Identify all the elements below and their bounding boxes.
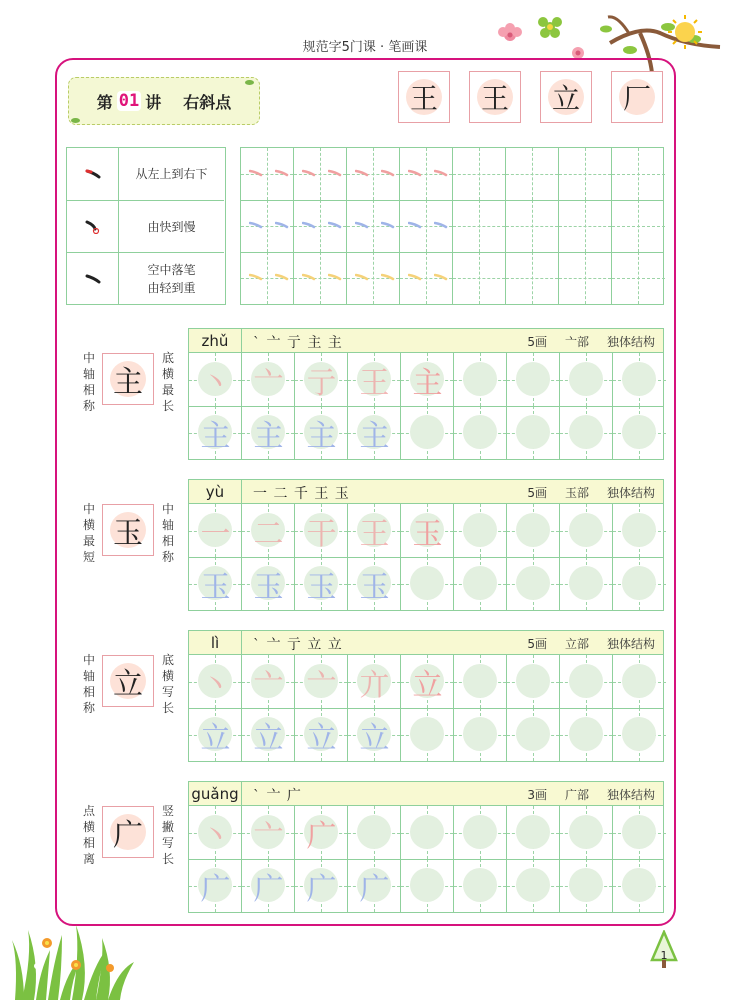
stroke-trace-mark [355, 162, 369, 181]
trace-circle [516, 664, 550, 698]
grid-cell [559, 252, 612, 304]
character-practice-grid [188, 805, 664, 913]
stroke-trace-mark [408, 214, 422, 233]
trace-circle [516, 868, 550, 902]
tip-char: 相 [82, 836, 95, 850]
stroke-trace-mark [355, 214, 369, 233]
tracing-char: 广 [359, 871, 390, 907]
stroke-progress-char: 干 [306, 516, 337, 552]
trace-circle [410, 815, 444, 849]
stroke-row [67, 252, 224, 304]
stroke-desc [119, 253, 224, 304]
stroke-order: 一 二 千 王 玉 [253, 486, 350, 502]
stroke-trace-mark [302, 162, 316, 181]
trace-circle [410, 868, 444, 902]
trace-circle [622, 664, 656, 698]
char-meta [509, 333, 655, 350]
stroke-trace-mark [328, 214, 342, 233]
stroke-trace-mark [408, 266, 422, 285]
tracing-char: 广 [253, 871, 284, 907]
stroke-progress-char: 立 [412, 667, 443, 703]
tip-char: 中 [161, 502, 174, 516]
lesson-prefix: 第 [96, 92, 113, 112]
pinyin: lì [189, 631, 242, 655]
main-character-box [102, 655, 154, 707]
tip-char: 最 [82, 534, 95, 548]
tip-char: 横 [161, 367, 174, 381]
stroke-trace-mark [355, 266, 369, 285]
trace-circle [622, 815, 656, 849]
tip-char: 写 [161, 685, 174, 699]
left-tip [81, 501, 97, 565]
stroke-trace-mark [275, 266, 289, 285]
grid-cell [612, 148, 665, 200]
main-character: 玉 [113, 516, 143, 551]
tracing-char: 玉 [200, 569, 231, 605]
tracing-char: 主 [253, 418, 284, 454]
tip-char: 撇 [161, 820, 174, 834]
stroke-trace-mark [302, 214, 316, 233]
char-meta [509, 635, 655, 652]
stroke-trace-mark [275, 214, 289, 233]
trace-circle [516, 362, 550, 396]
tip-char: 横 [161, 669, 174, 683]
char-meta-strokes: 5画 [527, 335, 547, 349]
tip-char: 轴 [82, 367, 95, 381]
grid-cell [559, 200, 612, 252]
trace-circle [463, 717, 497, 751]
char-meta-structure: 独体结构 [606, 335, 655, 349]
main-character: 主 [113, 365, 143, 400]
main-character: 广 [113, 818, 143, 853]
stroke-trace-mark [328, 266, 342, 285]
stroke-trace-mark [381, 162, 395, 181]
trace-circle [516, 815, 550, 849]
stroke-desc-line: 由轻到重 [147, 280, 196, 295]
stroke-desc-line: 空中落笔 [147, 262, 196, 277]
section-info-bar [188, 479, 664, 503]
character-practice-grid [188, 654, 664, 762]
tracing-char: 立 [253, 720, 284, 756]
pinyin: yù [189, 480, 242, 504]
page-header-title: 规范字5门课 · 笔画课 [302, 40, 428, 55]
stroke-progress-char: 亠 [306, 667, 337, 703]
demo-char: 王 [480, 82, 509, 115]
right-tip [160, 652, 176, 716]
trace-circle [622, 868, 656, 902]
char-meta-strokes: 5画 [527, 637, 547, 651]
stroke-practice-grid [240, 147, 664, 305]
trace-circle [569, 815, 603, 849]
stroke-trace-mark [381, 214, 395, 233]
lesson-name: 右斜点 [183, 92, 232, 112]
stroke-trace-mark [434, 214, 448, 233]
trace-circle [357, 815, 391, 849]
tip-char: 点 [82, 804, 95, 818]
trace-circle [569, 513, 603, 547]
pinyin: zhǔ [189, 329, 242, 353]
main-character: 立 [113, 667, 143, 702]
tip-char: 相 [82, 685, 95, 699]
stroke-trace-mark [381, 266, 395, 285]
page-number: 1 [660, 949, 668, 962]
grid-cell [506, 200, 559, 252]
demo-char-box [398, 71, 450, 123]
main-character-box [102, 806, 154, 858]
left-tip [81, 803, 97, 867]
tip-char: 底 [161, 653, 174, 667]
demo-char-box [469, 71, 521, 123]
char-meta-strokes: 5画 [527, 486, 547, 500]
tracing-char: 玉 [306, 569, 337, 605]
trace-circle [463, 513, 497, 547]
char-meta [509, 484, 655, 501]
grid-cell [453, 148, 506, 200]
stroke-progress-char: 亍 [306, 365, 337, 401]
tip-char: 中 [82, 502, 95, 516]
char-meta-radical: 立部 [564, 637, 589, 651]
stroke-trace-mark [249, 266, 263, 285]
char-meta-structure: 独体结构 [606, 788, 655, 802]
stroke-glyph [67, 253, 119, 304]
stroke-glyph [67, 148, 119, 200]
stroke-trace-mark [249, 214, 263, 233]
stroke-trace-mark [408, 162, 422, 181]
stroke-progress-char: 丶 [200, 818, 231, 854]
tip-char: 称 [82, 701, 95, 715]
stroke-progress-char: 亠 [253, 818, 284, 854]
grid-cell [453, 200, 506, 252]
stroke-desc-line: 由快到慢 [147, 219, 196, 234]
right-tip [160, 350, 176, 414]
tracing-char: 玉 [253, 569, 284, 605]
char-meta-radical: 亠部 [564, 335, 589, 349]
tip-char: 长 [161, 701, 174, 715]
tracing-char: 玉 [359, 569, 390, 605]
trace-circle [463, 415, 497, 449]
stroke-progress-char: 丶 [200, 365, 231, 401]
stroke-row [67, 200, 224, 252]
stroke-order: ` 亠 广 [253, 788, 302, 804]
stroke-trace-mark [328, 162, 342, 181]
trace-circle [516, 717, 550, 751]
tip-char: 横 [82, 820, 95, 834]
stroke-trace-mark [275, 162, 289, 181]
trace-circle [463, 664, 497, 698]
grid-cell [612, 252, 665, 304]
stroke-explanation-table [66, 147, 226, 305]
stroke-row [67, 148, 224, 200]
tracing-char: 立 [200, 720, 231, 756]
tip-char: 相 [82, 383, 95, 397]
trace-circle [569, 566, 603, 600]
character-practice-grid [188, 352, 664, 460]
stroke-progress-char: 二 [253, 516, 284, 552]
stroke-order: ` 亠 亍 立 立 [253, 637, 343, 653]
character-practice-grid [188, 503, 664, 611]
stroke-trace-mark [249, 162, 263, 181]
stroke-progress-char: 玉 [412, 516, 443, 552]
stroke-progress-char: 亠 [253, 365, 284, 401]
stroke-progress-char: 丶 [200, 667, 231, 703]
trace-circle [410, 566, 444, 600]
tracing-char: 立 [306, 720, 337, 756]
trace-circle [569, 868, 603, 902]
tip-char: 相 [161, 534, 174, 548]
demo-char: 立 [551, 82, 580, 115]
char-meta-radical: 玉部 [564, 486, 589, 500]
trace-circle [622, 717, 656, 751]
stroke-trace-mark [434, 162, 448, 181]
right-tip [160, 501, 176, 565]
trace-circle [463, 362, 497, 396]
trace-circle [463, 868, 497, 902]
stroke-progress-char: 王 [359, 365, 390, 401]
trace-circle [463, 566, 497, 600]
grid-cell [506, 148, 559, 200]
lesson-suffix: 讲 [145, 92, 162, 112]
stroke-desc [119, 148, 224, 200]
char-meta-strokes: 3画 [527, 788, 547, 802]
tip-char: 短 [82, 550, 95, 564]
stroke-trace-mark [434, 266, 448, 285]
right-tip [160, 803, 176, 867]
tip-char: 轴 [161, 518, 174, 532]
section-info-bar [188, 781, 664, 805]
trace-circle [622, 362, 656, 396]
stroke-glyph [67, 201, 119, 252]
trace-circle [622, 566, 656, 600]
tip-char: 写 [161, 836, 174, 850]
demo-char-box [540, 71, 592, 123]
left-tip [81, 350, 97, 414]
trace-circle [410, 717, 444, 751]
char-meta-structure: 独体结构 [606, 637, 655, 651]
stroke-desc-line: 从左上到右下 [135, 167, 208, 181]
trace-circle [622, 415, 656, 449]
leaf-decoration-icon [71, 118, 80, 123]
tracing-char: 主 [359, 418, 390, 454]
stroke-desc [119, 201, 224, 252]
stroke-progress-char: 王 [359, 516, 390, 552]
tracing-char: 主 [306, 418, 337, 454]
tip-char: 底 [161, 351, 174, 365]
tip-char: 竖 [161, 804, 174, 818]
char-meta-structure: 独体结构 [606, 486, 655, 500]
main-character-box [102, 353, 154, 405]
section-info-bar [188, 328, 664, 352]
stroke-order: ` 亠 亍 主 主 [253, 335, 343, 351]
section-info-bar [188, 630, 664, 654]
tracing-char: 广 [200, 871, 231, 907]
trace-circle [516, 513, 550, 547]
demo-char: 厂 [622, 82, 651, 115]
trace-circle [569, 415, 603, 449]
tip-char: 长 [161, 399, 174, 413]
tip-char: 长 [161, 852, 174, 866]
stroke-progress-char: 广 [306, 818, 337, 854]
pinyin: guǎng [189, 782, 242, 806]
tip-char: 离 [82, 852, 95, 866]
lesson-number: 01 [118, 91, 140, 111]
grid-cell [612, 200, 665, 252]
stroke-trace-mark [302, 266, 316, 285]
demo-characters [398, 71, 663, 123]
leaf-decoration-icon [245, 80, 254, 85]
tip-char: 最 [161, 383, 174, 397]
tracing-char: 广 [306, 871, 337, 907]
tip-char: 中 [82, 351, 95, 365]
trace-circle [516, 566, 550, 600]
trace-circle [622, 513, 656, 547]
tracing-char: 主 [200, 418, 231, 454]
stroke-progress-char: 亣 [359, 667, 390, 703]
lesson-title-box [68, 77, 260, 125]
trace-circle [569, 664, 603, 698]
trace-circle [410, 415, 444, 449]
trace-circle [463, 815, 497, 849]
char-meta-radical: 广部 [564, 788, 589, 802]
tip-char: 称 [82, 399, 95, 413]
tip-char: 轴 [82, 669, 95, 683]
tip-char: 称 [161, 550, 174, 564]
tip-char: 中 [82, 653, 95, 667]
grid-cell [453, 252, 506, 304]
stroke-progress-char: 亠 [253, 667, 284, 703]
grid-cell [506, 252, 559, 304]
grid-cell [559, 148, 612, 200]
char-meta [509, 786, 655, 803]
demo-char: 王 [409, 82, 438, 115]
left-tip [81, 652, 97, 716]
trace-circle [516, 415, 550, 449]
demo-char-box [611, 71, 663, 123]
stroke-progress-char: 主 [412, 365, 443, 401]
stroke-progress-char: 一 [200, 516, 231, 552]
trace-circle [569, 717, 603, 751]
grass-decoration [10, 920, 140, 1000]
main-character-box [102, 504, 154, 556]
trace-circle [569, 362, 603, 396]
tracing-char: 立 [359, 720, 390, 756]
tip-char: 横 [82, 518, 95, 532]
